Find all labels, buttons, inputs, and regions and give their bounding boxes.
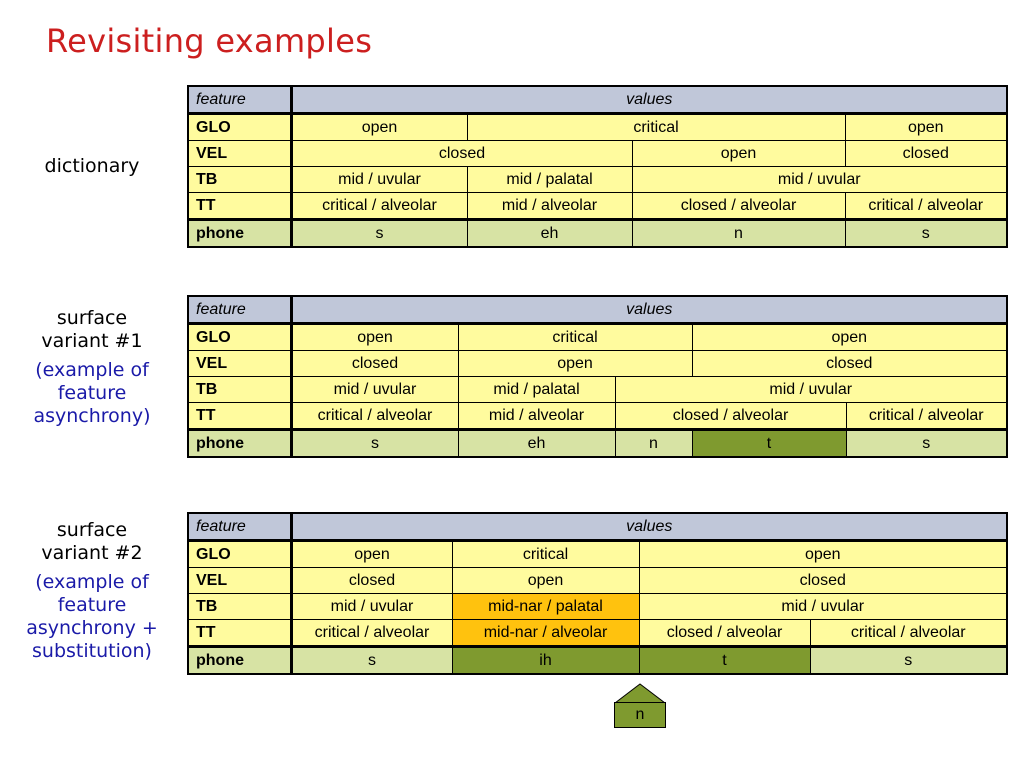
cell: open: [291, 324, 458, 351]
phone-cell-inserted: t: [692, 430, 846, 458]
label-variant-1-note-3: asynchrony): [33, 405, 151, 427]
cell: critical / alveolar: [846, 403, 1007, 430]
cell: critical: [458, 324, 692, 351]
cell: closed / alveolar: [615, 403, 846, 430]
cell-substituted: mid-nar / alveolar: [452, 620, 639, 647]
row-label-vel: VEL: [188, 351, 291, 377]
phone-cell: s: [291, 430, 458, 458]
cell: closed / alveolar: [639, 620, 810, 647]
label-variant-2-note-2: feature: [57, 594, 127, 616]
cell: closed: [845, 141, 1007, 167]
phone-cell: s: [846, 430, 1007, 458]
cell: open: [639, 541, 1007, 568]
cell: open: [845, 114, 1007, 141]
cell: mid / uvular: [639, 594, 1007, 620]
cell: mid / palatal: [458, 377, 615, 403]
slide-title: Revisiting examples: [46, 22, 373, 60]
label-variant-2: [8, 519, 176, 663]
row-label-tt: TT: [188, 403, 291, 430]
label-variant-1-line1: surface: [56, 307, 128, 329]
label-variant-2-note-1: (example of: [35, 571, 149, 593]
cell: critical / alveolar: [845, 193, 1007, 220]
label-variant-1-note-2: feature: [57, 382, 127, 404]
cell: closed / alveolar: [632, 193, 845, 220]
label-variant-1-note-1: (example of: [35, 359, 149, 381]
header-feature: feature: [188, 86, 291, 114]
cell: open: [692, 324, 1007, 351]
row-label-glo: GLO: [188, 324, 291, 351]
label-dictionary: [28, 155, 156, 178]
cell: open: [458, 351, 692, 377]
phone-cell-substituted: t: [639, 647, 810, 675]
phone-cell: eh: [467, 220, 632, 248]
row-label-phone: phone: [188, 220, 291, 248]
row-label-tb: TB: [188, 377, 291, 403]
cell: critical / alveolar: [810, 620, 1007, 647]
row-label-glo: GLO: [188, 541, 291, 568]
cell: closed: [692, 351, 1007, 377]
cell-substituted: mid-nar / palatal: [452, 594, 639, 620]
cell: closed: [291, 141, 632, 167]
label-variant-1: [18, 307, 166, 428]
cell: mid / uvular: [291, 377, 458, 403]
phone-cell: s: [845, 220, 1007, 248]
cell: critical: [452, 541, 639, 568]
cell: closed: [639, 568, 1007, 594]
phone-cell: s: [810, 647, 1007, 675]
feature-table-variant-1: [187, 295, 1008, 458]
cell: open: [291, 541, 452, 568]
phone-cell: eh: [458, 430, 615, 458]
feature-table-variant-2: [187, 512, 1008, 675]
label-variant-2-note: [8, 571, 176, 663]
row-label-vel: VEL: [188, 568, 291, 594]
cell: critical / alveolar: [291, 620, 452, 647]
cell: closed: [291, 568, 452, 594]
cell: mid / uvular: [632, 167, 1007, 193]
feature-table-dictionary: [187, 85, 1008, 248]
phone-cell-substituted: ih: [452, 647, 639, 675]
marker-label: n: [614, 702, 666, 728]
row-label-phone: phone: [188, 430, 291, 458]
header-values: values: [291, 296, 1007, 324]
phone-cell: n: [632, 220, 845, 248]
label-variant-2-line2: variant #2: [41, 542, 143, 564]
cell: mid / uvular: [291, 594, 452, 620]
header-feature: feature: [188, 513, 291, 541]
cell: open: [632, 141, 845, 167]
row-label-tt: TT: [188, 620, 291, 647]
header-values: values: [291, 86, 1007, 114]
cell: mid / uvular: [615, 377, 1007, 403]
label-variant-1-line2: variant #1: [41, 330, 143, 352]
row-label-glo: GLO: [188, 114, 291, 141]
row-label-vel: VEL: [188, 141, 291, 167]
cell: mid / alveolar: [458, 403, 615, 430]
cell: critical / alveolar: [291, 193, 467, 220]
label-variant-2-note-3: asynchrony +: [26, 617, 158, 639]
cell: open: [291, 114, 467, 141]
header-feature: feature: [188, 296, 291, 324]
cell: mid / alveolar: [467, 193, 632, 220]
phone-cell: n: [615, 430, 692, 458]
row-label-phone: phone: [188, 647, 291, 675]
label-variant-1-note: [18, 359, 166, 428]
cell: critical / alveolar: [291, 403, 458, 430]
label-variant-2-note-4: substitution): [32, 640, 152, 662]
cell: closed: [291, 351, 458, 377]
phone-cell: s: [291, 220, 467, 248]
cell: mid / uvular: [291, 167, 467, 193]
row-label-tb: TB: [188, 594, 291, 620]
row-label-tb: TB: [188, 167, 291, 193]
cell: mid / palatal: [467, 167, 632, 193]
cell: open: [452, 568, 639, 594]
header-values: values: [291, 513, 1007, 541]
row-label-tt: TT: [188, 193, 291, 220]
label-dictionary-text: dictionary: [44, 155, 140, 177]
cell: critical: [467, 114, 845, 141]
phone-cell: s: [291, 647, 452, 675]
label-variant-2-line1: surface: [56, 519, 128, 541]
